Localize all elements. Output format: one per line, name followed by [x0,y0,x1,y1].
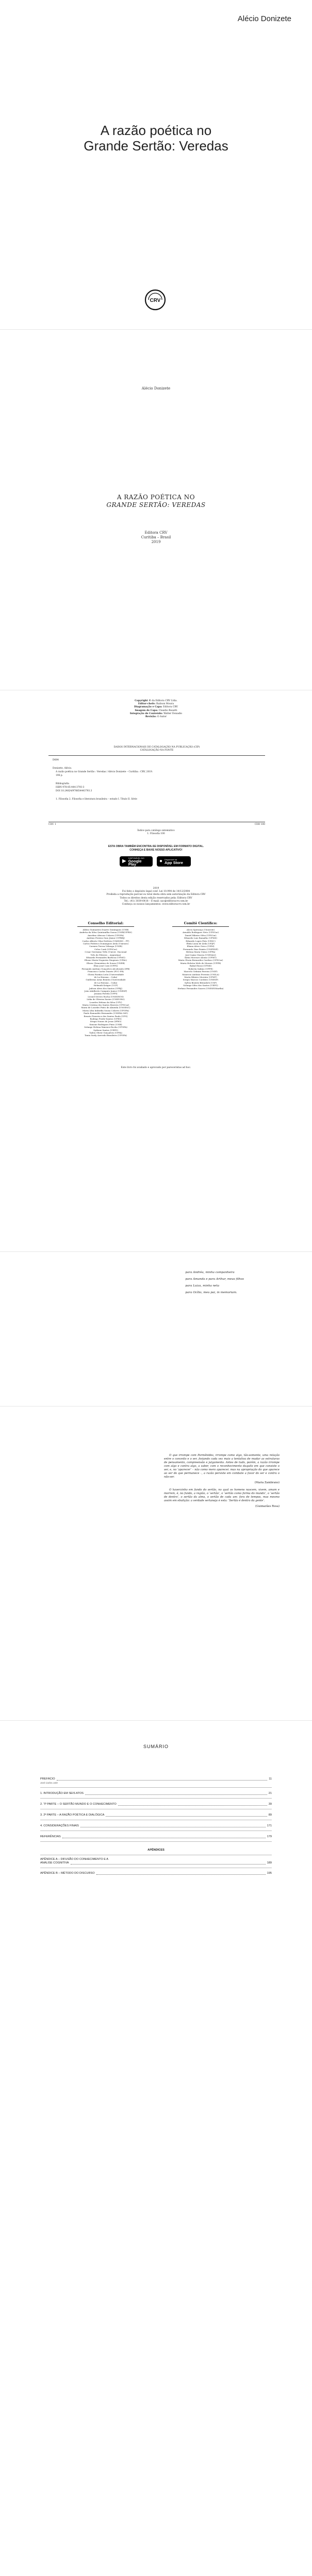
scientific-committee-title: Comitê Científico: [172,921,229,927]
rights-line: Todos os direitos desta edição reservados pela: Editora CRV [120,896,192,900]
rights-year: 2019 [153,887,159,890]
council-member: Lídia de Oliveira Xavier (UNIEURO) [87,998,125,1001]
council-member: Élida Luzia de Ávila (UFJF) [186,942,215,945]
toc-entry-references[interactable] [40,1835,272,1839]
council-member: Carlos Alberto Vilar Estêvão (UMINHO – PT) [82,939,129,942]
council-member: Leonel Severo Rocha (UNISINOS) [88,995,124,998]
catalog-doi: DOI 10.24824/978854443793.3 [56,790,92,792]
council-member: Maria Heloísa Melo de Moraes (UFPR) [180,961,221,964]
toc-divider [40,1841,272,1842]
dedication-line: para Ocílio, meu pai, in memoriam. [185,1291,237,1294]
systematic-index [0,829,312,836]
toc-page: 39 [268,1803,272,1806]
council-member: Fernando Antônio Gonçalves Alcoforado (IPB) [81,967,130,970]
credit-value: Walter Donadio [163,712,183,715]
council-member: Solange Silva dos Santos (UEPG) [183,984,218,987]
badge-store-name: App Store [165,860,183,865]
toc-page: 21 [268,1792,272,1795]
toc-leader [118,1805,267,1806]
toc-preface-author: José Carlos Leite [40,1782,58,1784]
toc-entry-appendix-a[interactable] [40,1858,272,1861]
toc-label: 2. “P PARTE – O SERTÃO MUNDO E O CONHECIMENTO [40,1803,117,1806]
summary-title: SUMÁRIO [143,1744,169,1749]
credit-label: Imagem de Capa: [135,709,158,712]
council-member: Andréia da Silva Quintanilha Sousa (UNIR/UFRN) [79,931,132,934]
app-store-badge[interactable] [157,856,191,867]
council-member: Sergio Marcos Cordeiro (UNESP) [183,978,219,981]
toc-page: 11 [269,1777,272,1781]
council-member: José Isaías Venera (UNIVALI) [185,953,216,956]
badge-store-name: Google Play [128,859,142,867]
council-member: Rafael Rossi (UFMS) [189,964,212,968]
scientific-committee-list [172,928,229,990]
play-triangle-icon: ▶ [122,858,126,864]
council-member: Francisco Carlos Duarte (PUC-PR) [87,970,124,973]
catalog-header [48,746,265,752]
council-member: Carlos Federico Dominguez Avila (Unieuro) [83,942,129,945]
council-member: Rodrigo Pratte-Santos (UFES) [90,1018,122,1020]
credit-line [0,716,312,719]
toc-label: APÊNDICE A – DIFUSÃO DO CONHECIMENTO E A [40,1858,108,1861]
toc-leader [106,1816,267,1817]
council-member: Daniel Ribeiro Silva (UFSCar) [185,934,217,937]
council-member: Carmen Tereza Velanga (UNIR) [89,945,123,948]
epigraph-block [164,1454,280,1512]
cover-title-line: A razão poética no [100,123,212,138]
council-member: João Adalberto Campato Junior (UNESP) [84,989,127,992]
council-member: Marta Ribeiro Moreira (UFMT) [184,975,217,978]
catalog-bibliography: Bibliografia [56,783,69,785]
council-member: Solange Helena Ximenes-Rocha (UFOPA) [84,1026,127,1029]
toc-leader [71,1864,266,1865]
apple-icon: ● [159,858,163,864]
council-member: Élsio José Corá (UFFS) [93,964,118,968]
dedication-text [186,1269,244,1296]
title-page-subtitle: GRANDE SERTÃO: VEREDAS [106,501,206,509]
dedication-line: para Luiza, minha neta [185,1284,220,1287]
council-member: Jailson Alves dos Santos (UFRJ) [89,987,123,990]
council-member: Arnaldo Rodrigues Neto (UFSCar) [183,931,219,934]
council-member: Kátia Morosov Alonso (UFMT) [185,956,217,959]
toc-page: 189 [267,1861,272,1865]
cover-title [0,123,312,154]
catalog-card [48,755,265,822]
toc-label: 1. INTRODUÇÃO EM SEIS ATOS [40,1792,84,1795]
council-member: Sérgio Nunes de Jesus (IFRO) [90,1020,122,1023]
council-member: Renato Francisco dos Santos Paula (UFG) [84,1014,128,1018]
council-member: Mauricio Antônio Ferreira (UNILA) [182,973,219,976]
council-member: Maria Gloria Bernardes Cardoso (UFSCar) [178,959,223,962]
catalog-isbn: ISBN 978-85-444-3793-3 [56,786,85,789]
toc-entry-part-one[interactable] [40,1803,272,1806]
council-member: de La Havana – Cuba) [94,981,118,984]
council-member: de La Havana – Cuba) [94,975,118,978]
toc-leader [96,1874,266,1875]
appendices-title: APÊNDICES [147,1849,165,1852]
ebook-notice [0,845,312,852]
credit-label: Editor-chefe: [138,703,156,706]
catalog-pages: 196 p. [56,774,63,777]
council-member: Tadeu Oliver Gonçalves (UFPA) [89,1031,122,1035]
catalog-code: D684 [53,759,59,761]
credit-value: Claudio Rosatti [158,709,177,712]
toc-leader [85,1794,267,1795]
rights-contact: Tel.: (41) 3039-6418 – E-mail: sac@editoracrv.com.br [124,900,188,903]
toc-leader [57,1780,268,1781]
editorial-council-list [77,928,134,1037]
rights-notice [0,887,312,906]
epigraph-quote: O que irrompe com Parmênides, irrompe como algo, tão-somente, uma relação entre o conceito e o ser, forjando cada vez mais a tentativa de mudar as estruturas de pensamento, compreensão e julgamento. Antes de tudo, porém, a razão irrompe com algo e contra algo, a saber, com o reconhecimento daquilo em que consiste o ser, e, no ‘aparecer’ – não como mero aparecer, mas na apropriação do que aparece ao ser do que permanece –, a razão persiste em combate a favor do ser e contra o não-ser. [164,1454,280,1479]
toc-page: 89 [268,1814,272,1817]
council-member: Sydione Santos (UEPG) [93,1028,118,1031]
council-member: Cesar Gerónimo Tello (Univer .Nacional [85,951,127,954]
catalog-author: Donizete, Alécio. [53,767,72,770]
title-page-author: Alécio Donizete [141,386,171,391]
epigraph-page [0,1406,312,1721]
council-member: Elizeu Clementino de Souza (UNEB) [87,961,125,964]
credit-label: Diagramação e Capa: [134,706,162,709]
epigraph-quote: O haverzinho em fundo do sertão, no qual os homens nascem, vivem, amam e morrem, é, no fundo, a região, o ‘sertão’, o ‘sertão como forma do mundo’, o ‘sertão de dentro’, o sertão da alma, o sertão de cada um: fora de tempos, mas mesmo assim em ebulição: a verdade sertaneja é esta: ‘Sertão é dentro da gente’. [164,1488,280,1502]
council-member: Fernando Dias Paixão (UNIFESP) [183,947,218,951]
credits-block [0,700,312,719]
ebook-notice-line: CONHEÇA E BAIXE NOSSO APLICATIVO! [129,849,183,852]
council-member: Aldira Guimarães Duarte Domínguez (UNB) [83,928,129,931]
council-member: Sylvia Beatriz Bräunlich (USP) [184,981,217,984]
toc-entry-final-remarks[interactable] [40,1824,272,1828]
toc-label: ANÁLISE COGNITIVA [40,1861,69,1865]
epigraph-source: (Maria Zambrano) [254,1481,280,1484]
council-member: Maria Lília Imbiriba Sousa Colares (UFOPA) [82,1009,129,1012]
toc-entry-appendix-a-cont[interactable] [40,1861,272,1865]
publisher-year: 2019 [151,540,161,544]
toc-page: 171 [267,1824,272,1827]
council-member: Antônio Pereira Gaio Júnior (UFRRJ) [86,937,125,940]
credit-value: O Autor [157,716,167,719]
rights-line: Proibida a reprodução parcial ou total desta obra sem autorização da Editora CRV [106,893,206,896]
cover-page [0,0,312,330]
toc-entry-part-two[interactable] [40,1814,272,1817]
toc-label: 3. 2ª PARTE – A RAZÃO POÉTICA E DIALÓGICA [40,1814,105,1817]
dedication-page [0,1252,312,1406]
toc-entry-preface[interactable] [40,1777,272,1781]
credit-value: da Editora CRV Ltda. [152,700,177,702]
council-member: Três de Febrero – Argentina) [90,953,121,956]
toc-label: REFERÊNCIAS [40,1835,61,1838]
council-member: Tania Suely Azevedo Brasileiro (UFOPA) [85,1034,127,1037]
council-member: Eduardo Lopes Piris (UESC) [186,939,216,942]
credit-label: Revisão: [145,716,157,719]
copyright-page [0,690,312,1252]
council-member: Alceu Sperança (Unioeste) [186,928,215,931]
council-member: Guillermo Arias Beatón (Universidade [86,978,126,981]
credit-label: Copyright © [135,700,151,702]
crv-logo [144,289,167,311]
council-member: Eduardo Luiz Ramalho (UFMS) [184,937,217,940]
crv-logo-text: CRV [150,298,161,303]
title-page [0,330,312,690]
catalog-title: A razão poética no Grande Sertão : Veredas / Alécio Donizete – Curitiba : CRV, 2019. [56,771,153,773]
index-line: 1. Filosofia 100 [147,833,165,835]
cover-title-line: Grande Sertão: Veredas [84,138,228,154]
credit-value: Railson Moura [156,703,174,706]
dedication-line: para Amanda e para Arthur, meus filhos [185,1278,244,1281]
rights-website: Conheça os nossos lançamentos: www.editoracrv.com.br [122,903,190,906]
credit-label: Integração de Conteúdo: [129,712,163,715]
title-page-title: A RAZÃO POÉTICA NO [117,494,195,501]
toc-entry-introduction[interactable] [40,1792,272,1795]
toc-label: PREFÁCIO [40,1777,55,1781]
catalog-subjects: 1. Filosofia 2. Filosofia e literatura brasileira – estudo I. Título II. Série [56,798,137,801]
council-member: Anselmo Alencar Colares (UFOPA) [87,934,124,937]
badge-small-text: Disponível na [165,858,177,861]
index-line: Índice para catálogo sistemático [137,829,175,832]
credit-value: Editora CRV [163,706,178,709]
cdu-code: CDU 1 [48,823,56,826]
toc-divider [40,1798,272,1799]
council-member: Elione Maria Nogueira Diogenes (UFAL) [84,959,127,962]
dedication-line: para Andréa, minha companheira [185,1271,235,1274]
toc-label: 4. CONSIDERAÇÕES FINAIS [40,1824,79,1827]
badge-small-text: DISPONÍVEL NO [128,857,144,859]
ebook-notice-line: ESTA OBRA TAMBÉM ENCONTRA-SE DISPONÍVEL EM FORMATO DIGITAL. [108,845,204,848]
publisher-name: Editora CRV [144,531,168,535]
summary-page [0,1721,312,2313]
council-member: Simone Rodrigues Pinto (UNB) [89,1023,122,1026]
council-member: Celso Conti (UFSCar) [94,947,117,951]
council-member: Stefano Fernandes Soares (UNESP/Marília) [177,987,224,990]
council-member: Paulo Romualdo Hernandes (UNIFAL-MG) [84,1012,128,1015]
peer-review-note: Este livro foi avaliado e aprovado por pareceristas ad hoc. [121,1066,191,1069]
toc-entry-appendix-b[interactable] [40,1872,272,1875]
cdd-code: CDD 100 [254,823,265,826]
cover-author: Alécio Donizete [237,14,291,23]
council-member: Marcelo Gelmini Pereira (UNIP) [184,970,218,973]
publisher-city: Curitiba – Brasil [141,535,171,539]
title-page-publisher [0,531,312,545]
council-member: Eliana Alves Greco (UEM) [187,945,215,948]
council-member: Helena Maria Vieira (UFPA) [186,951,216,954]
epigraph-source: (Guimarães Rosa) [255,1505,280,1508]
google-play-badge[interactable] [120,856,153,867]
council-member: Maria Cristina dos Santos Bezerra (UFSCar) [82,1003,129,1006]
editorial-council-title: Conselho Editorial: [77,921,134,927]
council-member: Helmuth Krüger (UCP) [93,984,118,987]
rights-line: Foi feito o depósito legal conf. Lei 10.994 de 14/12/2004 [122,890,190,893]
toc-divider [40,1787,272,1788]
catalog-header-line: DADOS INTERNACIONAIS DE CATALOGAÇÃO NA PUBLICAÇÃO (CIP) [113,746,200,749]
council-member: Gloria Fariñas León (Universidade [88,973,124,976]
council-member: Maria de Lourdes Pinto de Almeida (UNOESC) [81,1006,130,1009]
catalog-header-line: CATALOGAÇÃO NA FONTE [140,749,174,752]
toc-label: APÊNDICE B – MÉTODO DO DISCURSO [40,1872,95,1875]
council-member: Lourdes Helena da Silva (UFV) [89,1001,122,1004]
council-member: Josania Portela (UFPI) [94,992,118,995]
toc-page: 195 [267,1872,272,1875]
council-member: Eduardo Fernandes Barbosa (UFMG) [86,956,125,959]
toc-page: 179 [267,1835,272,1838]
council-member: Roberta Sabino (UFPE) [188,967,213,970]
